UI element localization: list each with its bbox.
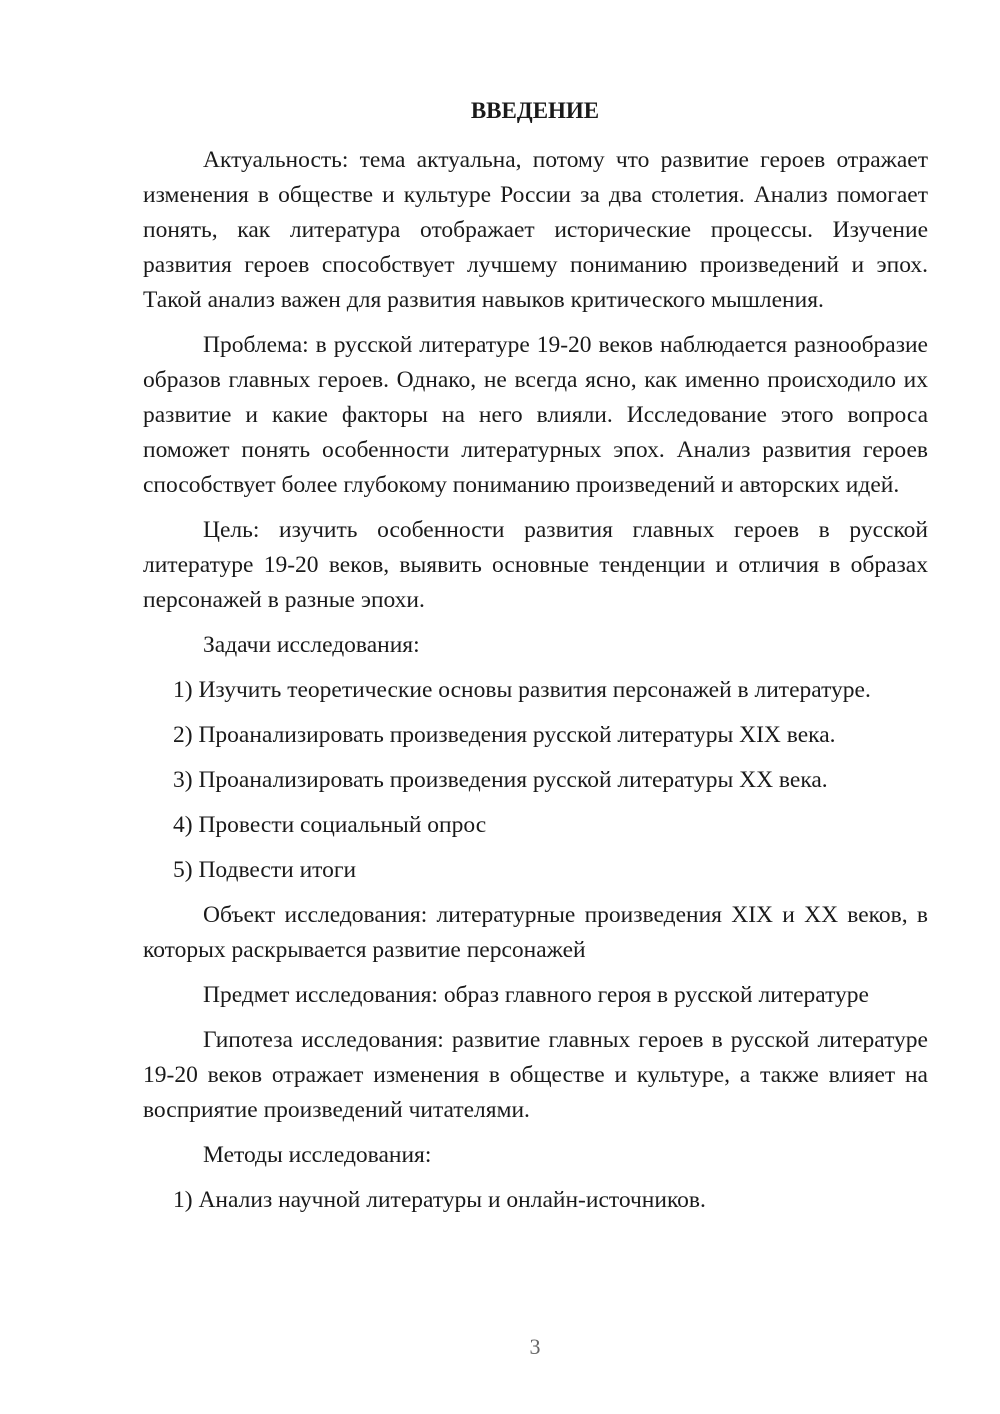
task-item: 4) Провести социальный опрос [173, 812, 487, 838]
page-number: 3 [529, 1334, 541, 1359]
goal-paragraph: Цель: изучить особенности развития главных героев в русской литературе 19-20 веков, выявить основные тенденции и отличия в образах персонажей в разные эпохи. [143, 517, 928, 613]
object-paragraph: Объект исследования: литературные произведения XIX и XX веков, в которых раскрывается развитие персонажей [143, 902, 928, 963]
method-item: 1) Анализ научной литературы и онлайн-источников. [173, 1187, 706, 1213]
task-item: 5) Подвести итоги [173, 857, 357, 883]
task-item: 1) Изучить теоретические основы развития персонажей в литературе. [173, 677, 871, 703]
document-body [143, 143, 928, 1228]
problem-paragraph: Проблема: в русской литературе 19-20 веков наблюдается разнообразие образов главных героев. Однако, не всегда ясно, как именно происходило их развитие и какие факторы на него влияли. Исследование этого вопроса поможет понять особенности литературных эпох. Анализ развития героев способствует более глубокому пониманию произведений и авторских идей. [143, 332, 928, 498]
relevance-paragraph: Актуальность: тема актуальна, потому что развитие героев отражает изменения в обществе и культуре России за два столетия. Анализ помогает понять, как литература отображает исторические процессы. Изучение развития героев способствует лучшему пониманию произведений и эпох. Такой анализ важен для развития навыков критического мышления. [143, 147, 928, 313]
methods-heading: Методы исследования: [203, 1142, 432, 1168]
task-item: 2) Проанализировать произведения русской литературы XIX века. [173, 722, 836, 748]
subject-paragraph: Предмет исследования: образ главного героя в русской литературе [203, 982, 869, 1008]
hypothesis-paragraph: Гипотеза исследования: развитие главных героев в русской литературе 19-20 веков отражает изменения в обществе и культуре, а также влияет на восприятие произведений читателями. [143, 1027, 928, 1123]
task-item: 3) Проанализировать произведения русской литературы XX века. [173, 767, 828, 793]
tasks-heading: Задачи исследования: [203, 632, 420, 658]
page-title: ВВЕДЕНИЕ [470, 98, 600, 123]
